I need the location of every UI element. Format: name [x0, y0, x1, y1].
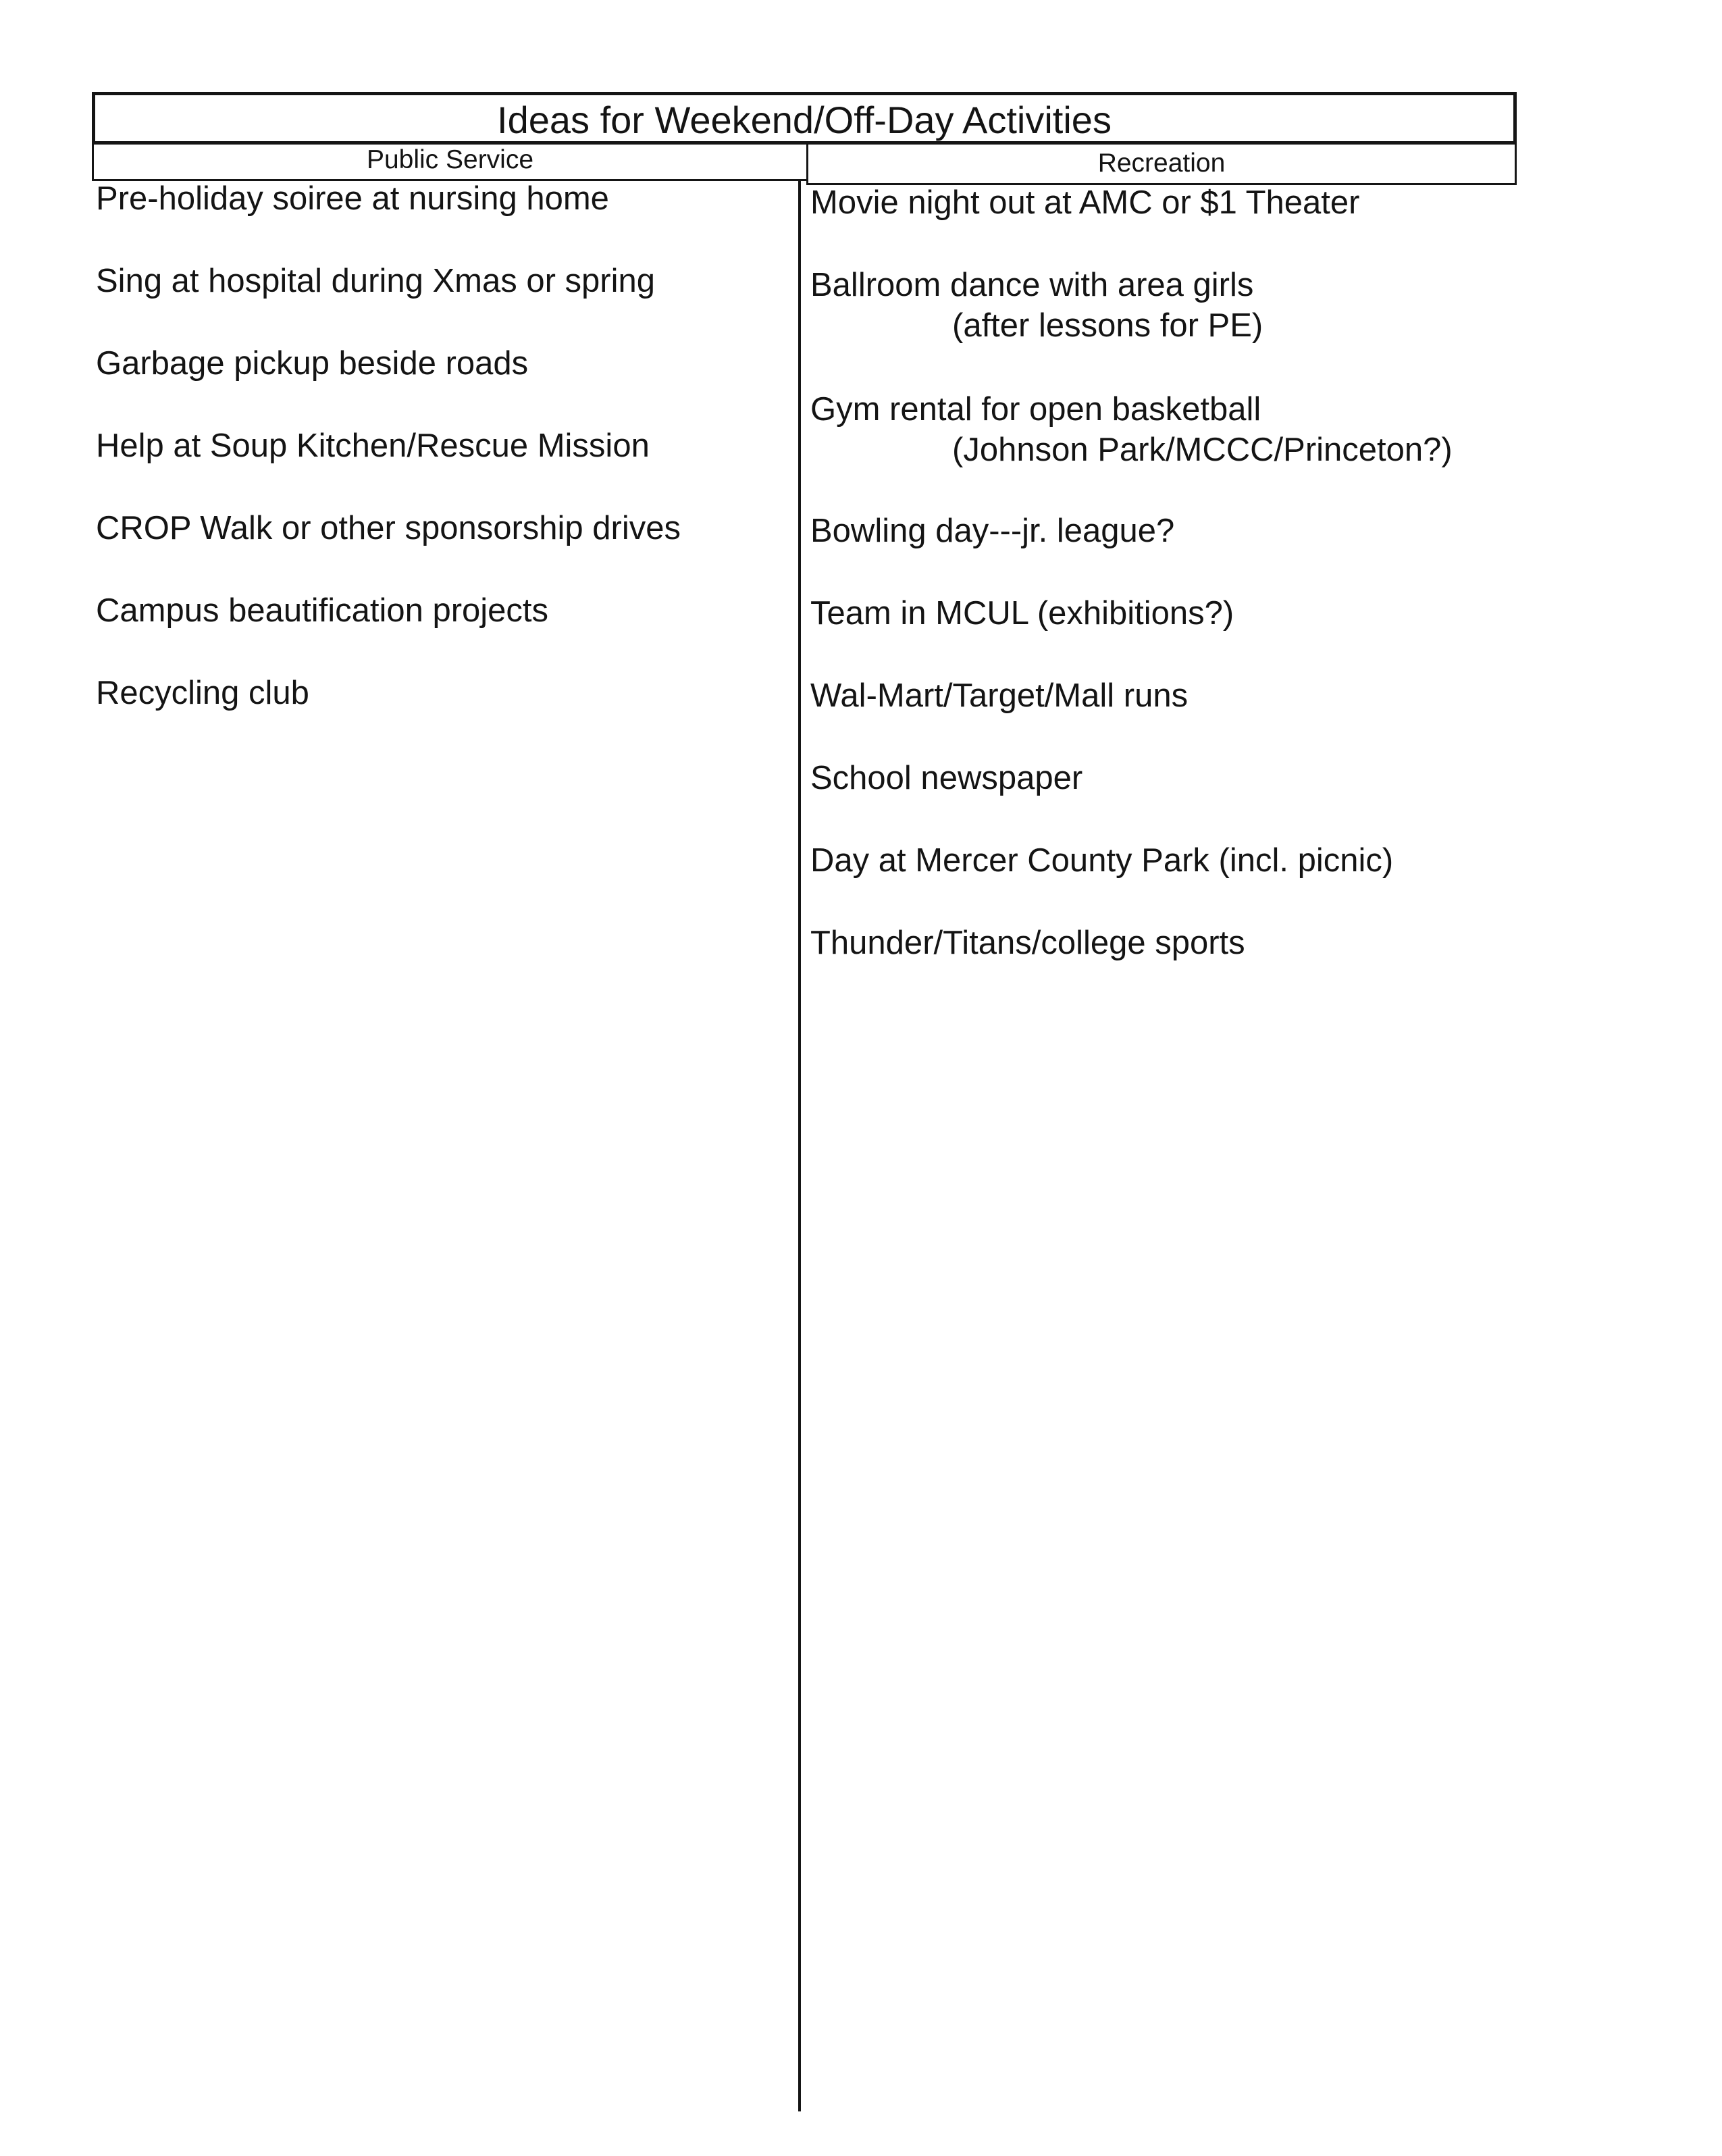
- column-header-public-service: Public Service: [92, 143, 808, 181]
- list-item: [810, 265, 1263, 346]
- list-item: Campus beautification projects: [96, 592, 549, 629]
- list-item-text: Ballroom dance with area girls: [810, 267, 1254, 303]
- list-item-subtext: (after lessons for PE): [952, 307, 1263, 344]
- list-item-text: Team in MCUL (exhibitions?): [810, 595, 1234, 632]
- list-item: [810, 511, 1174, 551]
- list-item: Pre-holiday soiree at nursing home: [96, 180, 609, 217]
- list-item: [810, 593, 1234, 634]
- list-item: Help at Soup Kitchen/Rescue Mission: [96, 428, 650, 464]
- list-item-text: School newspaper: [810, 760, 1083, 796]
- column-header-recreation: Recreation: [806, 143, 1517, 185]
- list-item: Recycling club: [96, 675, 309, 711]
- list-item: [810, 675, 1188, 716]
- list-item-text: Day at Mercer County Park (incl. picnic): [810, 842, 1394, 879]
- list-item: Garbage pickup beside roads: [96, 345, 529, 382]
- list-item-subtext: (Johnson Park/MCCC/Princeton?): [952, 432, 1453, 468]
- list-item: [810, 758, 1082, 798]
- list-item-text: Wal-Mart/Target/Mall runs: [810, 677, 1189, 714]
- list-item: [810, 840, 1393, 881]
- list-item-text: Bowling day---jr. league?: [810, 513, 1175, 549]
- list-item-text: Movie night out at AMC or $1 Theater: [810, 184, 1360, 221]
- list-item-text: Thunder/Titans/college sports: [810, 925, 1245, 961]
- list-item-text: Gym rental for open basketball: [810, 391, 1261, 428]
- list-item: [810, 923, 1245, 963]
- list-item: [810, 182, 1359, 223]
- list-item: [810, 389, 1453, 470]
- document-title: Ideas for Weekend/Off-Day Activities: [92, 92, 1517, 145]
- list-item: CROP Walk or other sponsorship drives: [96, 510, 681, 546]
- column-divider: [798, 180, 801, 2111]
- list-item: Sing at hospital during Xmas or spring: [96, 263, 655, 299]
